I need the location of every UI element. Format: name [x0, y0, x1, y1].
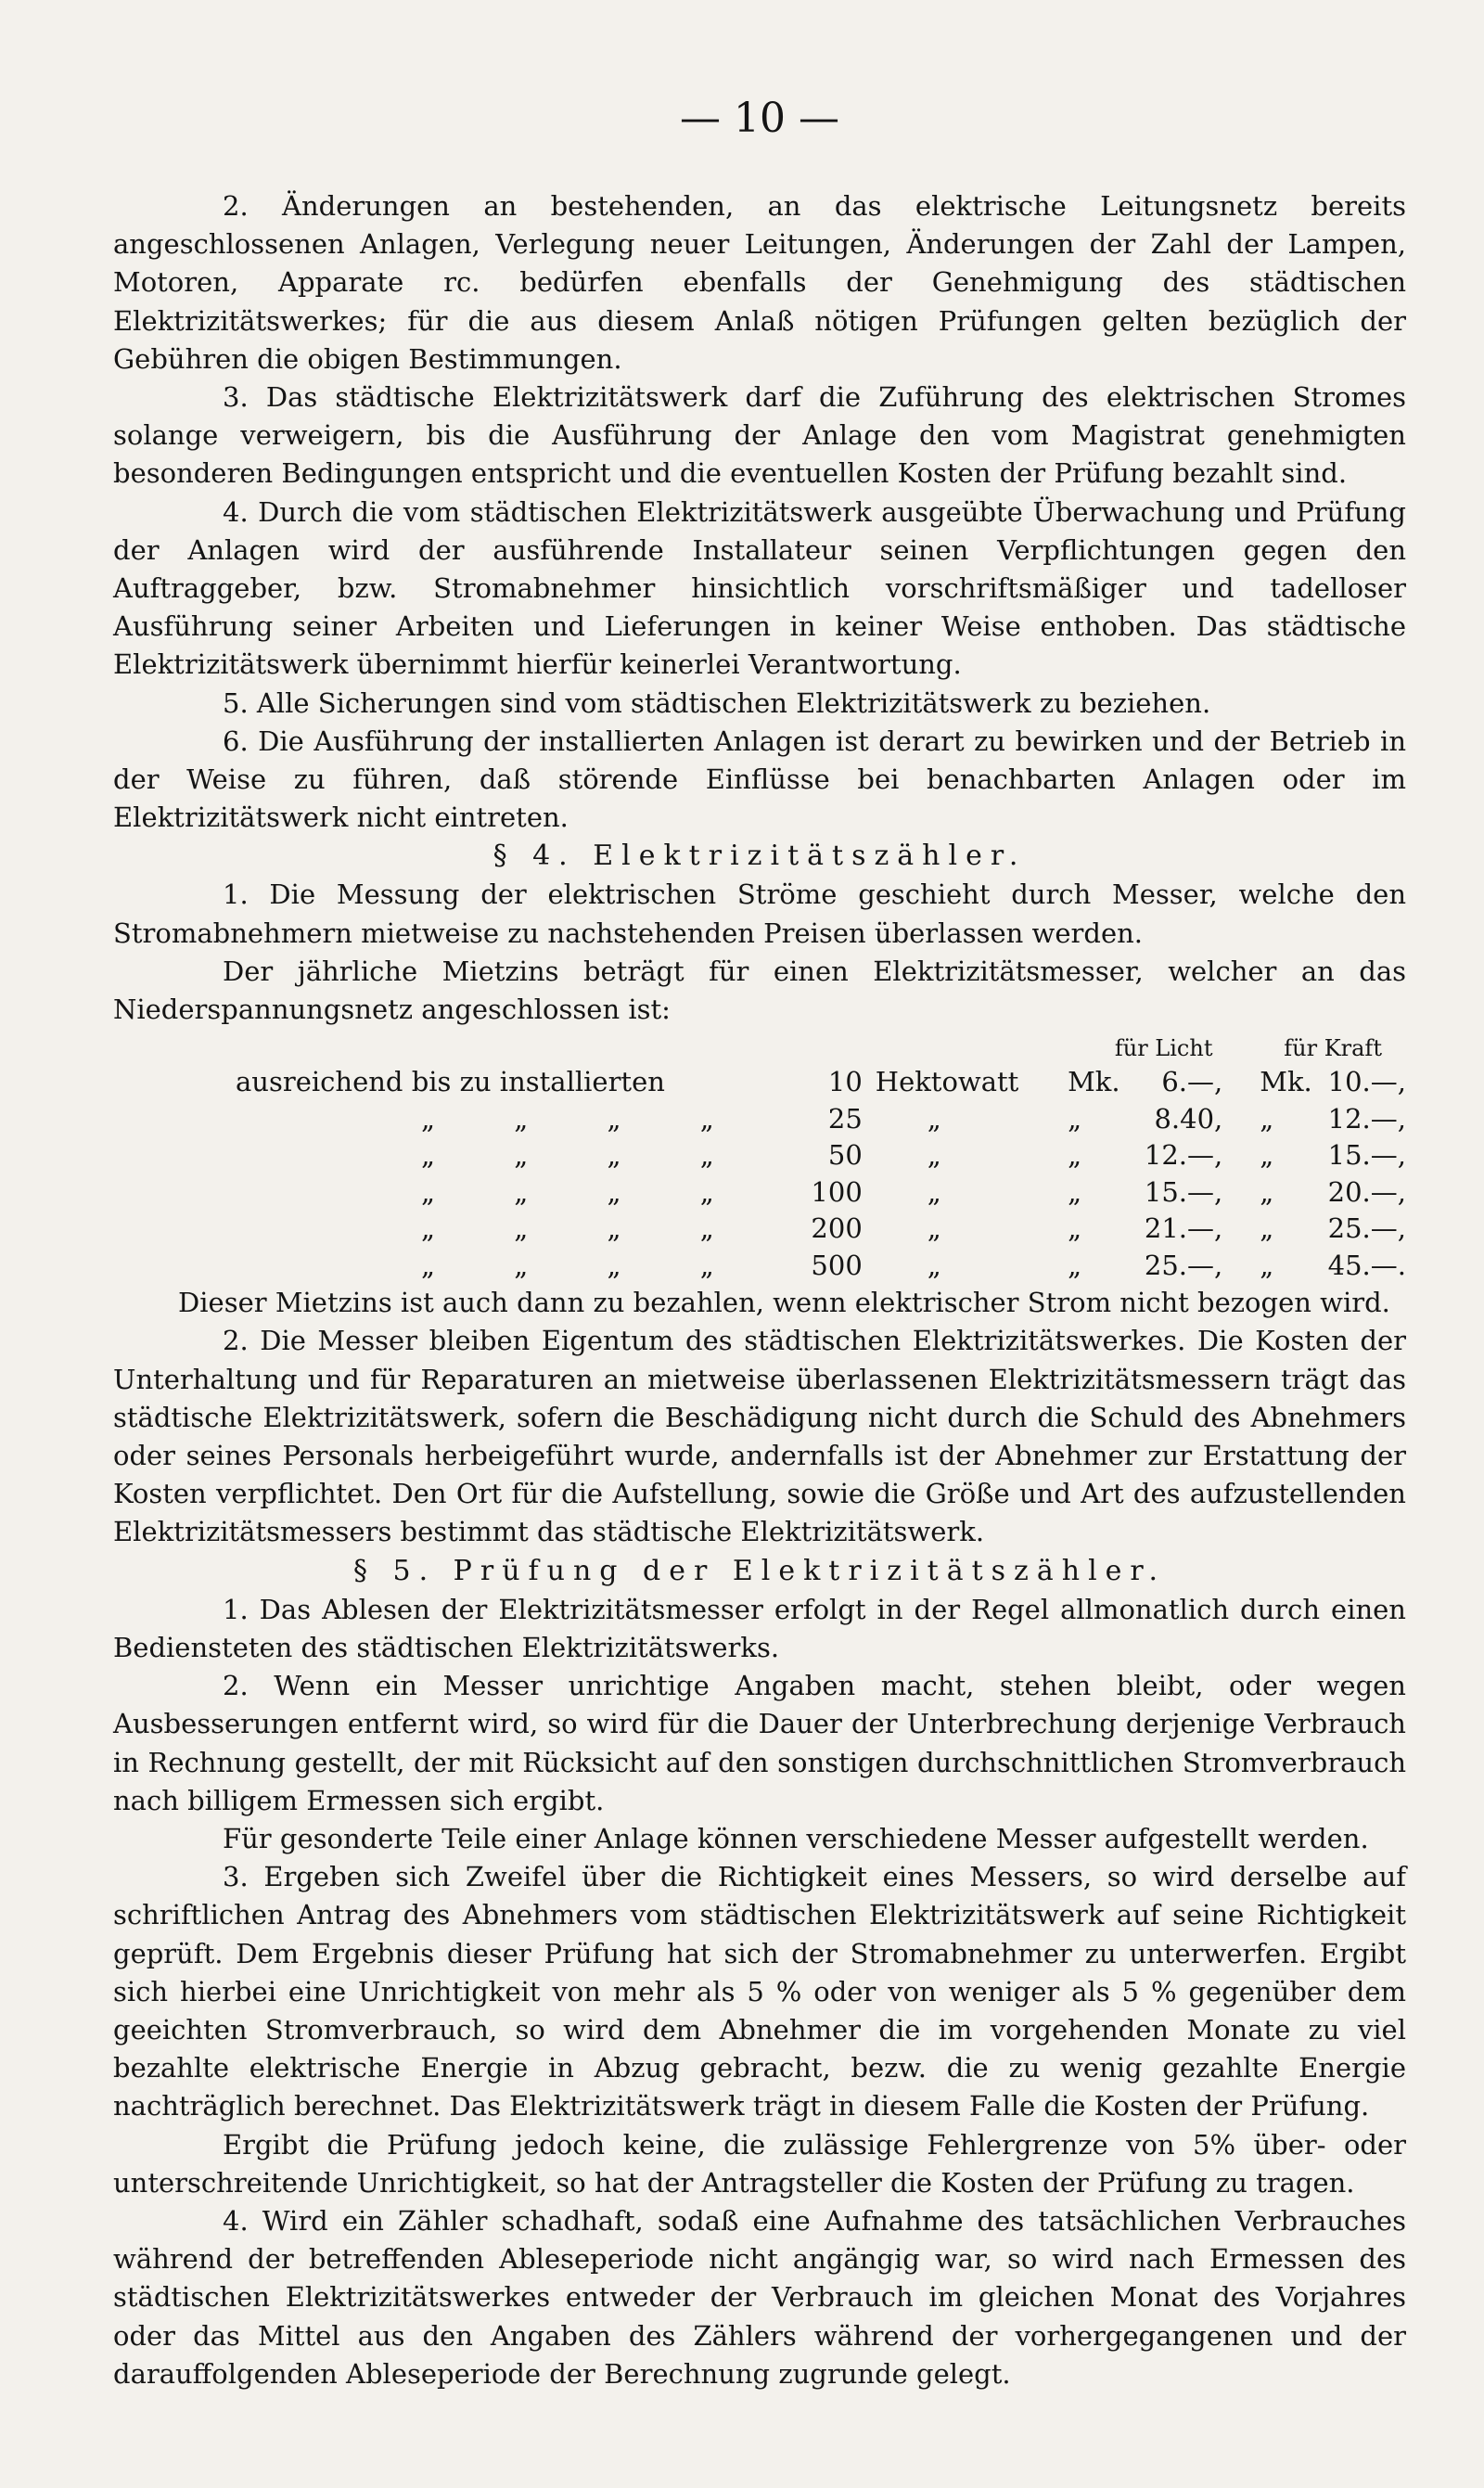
tariff-row	[236, 1101, 1406, 1138]
section-4-heading: § 4. Elektrizitätszähler.	[493, 840, 1027, 873]
tariff-hectowatt: 500	[811, 1249, 863, 1281]
tariff-hectowatt: 50	[827, 1139, 863, 1172]
paragraph-3-4: 4. Durch die vom städtischen Elektrizitätswerk ausgeübte Überwachung und Prüfung der Anlagen wird der ausführende Installateur seinen Verpflichtungen gegen den Auftraggeber, bzw. Stromabnehmer hinsichtlich vorschriftsmäßiger und tadelloser Ausführung seiner Arbeiten und Lieferungen in keiner Weise enthoben. Das städtische Elektrizitätswerk übernimmt hierfür keinerlei Verantwortung.	[113, 495, 1406, 681]
paragraph-5-3: 3. Ergeben sich Zweifel über die Richtigkeit eines Messers, so wird derselbe auf schriftlichen Antrag des Abnehmers vom städtischen Elektrizitätswerk auf seine Richtigkeit geprüft. Dem Ergebnis dieser Prüfung hat sich der Stromabnehmer zu unterwerfen. Ergibt sich hierbei eine Unrichtigkeit von mehr als 5 % oder von weniger als 5 % gegenüber dem geeichten Stromverbrauch, so wird dem Abnehmer die im vorgehenden Monate zu viel bezahlte elektrische Energie in Abzug gebracht, bezw. die zu wenig gezahlte Energie nachträglich berechnet. Das Elektrizitätswerk trägt in diesem Falle die Kosten der Prüfung.	[113, 1861, 1406, 2122]
tariff-description: ausreichend bis zu installierten	[236, 1066, 665, 1098]
tariff-unit: „	[927, 1102, 941, 1135]
tariff-ditto: „ „ „ „	[421, 1102, 749, 1135]
section-5-heading: § 5. Prüfung der Elektrizitätszähler.	[352, 1554, 1167, 1587]
tariff-price-light: 6.—,	[1161, 1066, 1223, 1098]
tariff-currency-light: „	[1068, 1139, 1082, 1172]
tariff-header-row	[236, 1029, 1406, 1064]
tariff-currency-light: Mk.	[1068, 1066, 1120, 1098]
tariff-table	[236, 1029, 1406, 1284]
paragraph-5-3-note: Ergibt die Prüfung jedoch keine, die zulässige Fehlergrenze von 5% über- oder unterschreitende Unrichtigkeit, so hat der Antragsteller die Kosten der Prüfung zu tragen.	[113, 2128, 1406, 2199]
paragraph-4-1-note: Dieser Mietzins ist auch dann zu bezahlen, wenn elektrischer Strom nicht bezogen wird.	[178, 1287, 1390, 1319]
tariff-price-power: 25.—,	[1327, 1212, 1406, 1245]
column-light-header: für Licht	[1114, 1035, 1213, 1062]
tariff-currency-power: „	[1260, 1102, 1274, 1135]
tariff-price-light: 12.—,	[1144, 1139, 1223, 1172]
tariff-hectowatt: 100	[811, 1175, 863, 1208]
tariff-currency-power: „	[1260, 1212, 1274, 1245]
paragraph-5-2-note: Für gesonderte Teile einer Anlage können verschiedene Messer aufgestellt werden.	[223, 1822, 1369, 1854]
column-power-header: für Kraft	[1284, 1035, 1382, 1062]
tariff-price-power: 45.—.	[1327, 1249, 1406, 1281]
tariff-hectowatt: 200	[811, 1212, 863, 1245]
tariff-unit: „	[927, 1249, 941, 1281]
tariff-price-power: 10.—,	[1327, 1066, 1406, 1098]
paragraph-5-2: 2. Wenn ein Messer unrichtige Angaben macht, stehen bleibt, oder wegen Ausbesserungen entfernt wird, so wird für die Dauer der Unterbrechung derjenige Verbrauch in Rechnung gestellt, der mit Rücksicht auf den sonstigen durchschnittlichen Stromverbrauch nach billigem Ermessen sich ergibt.	[113, 1670, 1406, 1816]
tariff-currency-power: „	[1260, 1175, 1274, 1208]
tariff-row	[236, 1064, 1406, 1101]
tariff-ditto: „ „ „ „	[421, 1175, 749, 1208]
tariff-price-power: 12.—,	[1327, 1102, 1406, 1135]
tariff-currency-light: „	[1068, 1175, 1082, 1208]
page-number: — 10 —	[680, 95, 839, 142]
tariff-ditto: „ „ „ „	[421, 1139, 749, 1172]
paragraph-5-4: 4. Wird ein Zähler schadhaft, sodaß eine Aufnahme des tatsächlichen Verbrauches während der betreffenden Ableseperiode nicht angängig war, so wird nach Ermessen des städtischen Elektrizitätswerkes entweder der Verbrauch im gleichen Monat des Vorjahres oder das Mittel aus den Angaben des Zählers während der vorhergegangenen und der darauffolgenden Ableseperiode der Berechnung zugrunde gelegt.	[113, 2204, 1406, 2390]
paragraph-4-1: 1. Die Messung der elektrischen Ströme geschieht durch Messer, welche den Stromabnehmern mietweise zu nachstehenden Preisen überlassen werden.	[113, 878, 1406, 949]
tariff-price-power: 20.—,	[1327, 1175, 1406, 1208]
tariff-row	[236, 1137, 1406, 1174]
tariff-price-light: 21.—,	[1144, 1212, 1223, 1245]
tariff-hectowatt: 25	[827, 1102, 863, 1135]
tariff-price-light: 25.—,	[1144, 1249, 1223, 1281]
paragraph-4-1-rent: Der jährliche Mietzins beträgt für einen Elektrizitätsmesser, welcher an das Niederspannungsnetz angeschlossen ist:	[113, 955, 1406, 1026]
paragraph-3-2: 2. Änderungen an bestehenden, an das elektrische Leitungsnetz bereits angeschlossenen Anlagen, Verlegung neuer Leitungen, Änderungen der Zahl der Lampen, Motoren, Apparate rc. bedürfen ebenfalls der Genehmigung des städtischen Elektrizitätswerkes; für die aus diesem Anlaß nötigen Prüfungen gelten bezüglich der Gebühren die obigen Bestimmungen.	[113, 190, 1406, 375]
tariff-currency-power: „	[1260, 1139, 1274, 1172]
tariff-currency-light: „	[1068, 1249, 1082, 1281]
paragraph-3-5: 5. Alle Sicherungen sind vom städtischen Elektrizitätswerk zu beziehen.	[223, 686, 1211, 719]
tariff-row	[236, 1174, 1406, 1212]
tariff-currency-light: „	[1068, 1102, 1082, 1135]
tariff-ditto: „ „ „ „	[421, 1249, 749, 1281]
paragraph-5-1: 1. Das Ablesen der Elektrizitätsmesser erfolgt in der Regel allmonatlich durch einen Bediensteten des städtischen Elektrizitätswerks.	[113, 1593, 1406, 1663]
tariff-price-light: 15.—,	[1144, 1175, 1223, 1208]
tariff-row	[236, 1211, 1406, 1248]
paragraph-3-6: 6. Die Ausführung der installierten Anlagen ist derart zu bewirken und der Betrieb in der Weise zu führen, daß störende Einflüsse bei benachbarten Anlagen oder im Elektrizitätswerk nicht eintreten.	[113, 725, 1406, 834]
tariff-unit: „	[927, 1212, 941, 1245]
tariff-ditto: „ „ „ „	[421, 1212, 749, 1245]
tariff-currency-light: „	[1068, 1212, 1082, 1245]
tariff-unit: „	[927, 1139, 941, 1172]
tariff-price-power: 15.—,	[1327, 1139, 1406, 1172]
tariff-currency-power: „	[1260, 1249, 1274, 1281]
tariff-row	[236, 1248, 1406, 1285]
tariff-hectowatt: 10	[827, 1066, 863, 1098]
paragraph-4-2: 2. Die Messer bleiben Eigentum des städtischen Elektrizitätswerkes. Die Kosten der Unterhaltung und für Reparaturen an mietweise überlassenen Elektrizitätsmessern trägt das städtische Elektrizitätswerk, sofern die Beschädigung nicht durch die Schuld des Abnehmers oder seines Personals herbeigeführt wurde, andernfalls ist der Abnehmer zur Erstattung der Kosten verpflichtet. Den Ort für die Aufstellung, sowie die Größe und Art des aufzustellenden Elektrizitätsmessers bestimmt das städtische Elektrizitätswerk.	[113, 1325, 1406, 1548]
tariff-unit: Hektowatt	[875, 1066, 1019, 1098]
tariff-currency-power: Mk.	[1260, 1066, 1312, 1098]
tariff-unit: „	[927, 1175, 941, 1208]
paragraph-3-3: 3. Das städtische Elektrizitätswerk darf die Zuführung des elektrischen Stromes solange verweigern, bis die Ausführung der Anlage den vom Magistrat genehmigten besonderen Bedingungen entspricht und die eventuellen Kosten der Prüfung bezahlt sind.	[113, 381, 1406, 490]
tariff-price-light: 8.40,	[1154, 1102, 1223, 1135]
